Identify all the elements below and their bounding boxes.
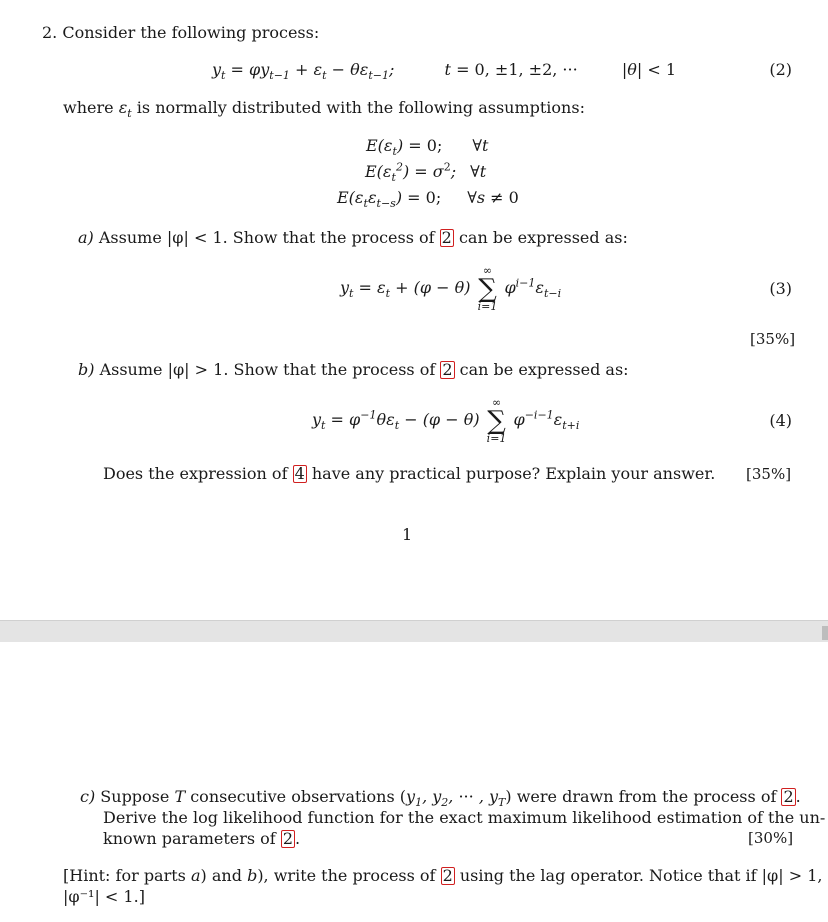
ref-equation-2[interactable]: 2 [442, 360, 453, 379]
part-c-line-2: Derive the log likelihood function for the exact maximum likelihood estimation of the un- [103, 808, 826, 827]
part-c-weight: [30%] [748, 829, 794, 847]
page-number: 1 [402, 525, 413, 544]
hint-line-2: |φ⁻¹| < 1.] [63, 887, 145, 906]
equation-4-number: (4) [769, 411, 792, 430]
ref-equation-2[interactable]: 2 [442, 866, 453, 885]
scrollbar-thumb[interactable] [822, 626, 828, 640]
assumption-variance: $E(\varepsilon_t^2) = \sigma^2$; ∀t [365, 160, 487, 185]
equation-4: $y_t = \varphi^{-1}\theta\varepsilon_t - (\varphi - \theta)$ ∞ ∑ i=1 $\varphi^{-i-1}\varepsilon_{t+i}$ [312, 395, 580, 445]
part-b-question: Does the expression of 4 have any practical purpose? Explain your answer. [103, 464, 716, 483]
part-b-weight: [35%] [746, 465, 792, 483]
assumption-covariance: $E(\varepsilon_t\varepsilon_{t-s}) = 0$; ∀s ≠ 0 [337, 188, 519, 211]
page-separator [0, 620, 828, 644]
document-page-2 [0, 642, 828, 922]
summation-symbol: ∞ ∑ i=1 [486, 395, 507, 445]
summation-symbol: ∞ ∑ i=1 [477, 263, 498, 313]
ref-equation-4[interactable]: 4 [294, 464, 305, 483]
where-line: where $\varepsilon_t$ is normally distributed with the following assumptions: [63, 98, 585, 121]
ref-equation-2[interactable]: 2 [783, 787, 794, 806]
equation-2-number: (2) [769, 60, 792, 79]
hint-line-1: [Hint: for parts a) and b), write the process of 2 using the lag operator. Notice that if |φ| > 1, [63, 866, 823, 885]
ref-equation-2[interactable]: 2 [441, 228, 452, 247]
part-b-statement: b) Assume |φ| > 1. Show that the process of 2 can be expressed as: [78, 360, 629, 379]
equation-3: $y_t = \varepsilon_t + (\varphi - \theta)$ ∞ ∑ i=1 $\varphi^{i-1}\varepsilon_{t-i}$ [340, 263, 562, 313]
equation-2: $y_t = \varphi y_{t-1} + \varepsilon_t - \theta\varepsilon_{t-1}$; t = 0, ±1, ±2, ··· |θ| < 1 [212, 60, 677, 83]
part-c-line-3: known parameters of 2 . [103, 829, 301, 848]
question-number: 2. [42, 23, 58, 42]
part-a-weight: [35%] [750, 330, 796, 348]
part-a-statement: a) Assume |φ| < 1. Show that the process of 2 can be expressed as: [78, 228, 628, 247]
equation-3-number: (3) [769, 279, 792, 298]
assumption-mean: $E(\varepsilon_t) = 0$; ∀t [366, 136, 489, 159]
question-intro: Consider the following process: [62, 23, 320, 42]
ref-equation-2[interactable]: 2 [282, 829, 294, 848]
question-heading [42, 23, 319, 43]
part-c-line-1: c) Suppose T consecutive observations ($y_1$, $y_2$, ··· , $y_T$) were drawn from the process of 2 . [80, 787, 801, 810]
